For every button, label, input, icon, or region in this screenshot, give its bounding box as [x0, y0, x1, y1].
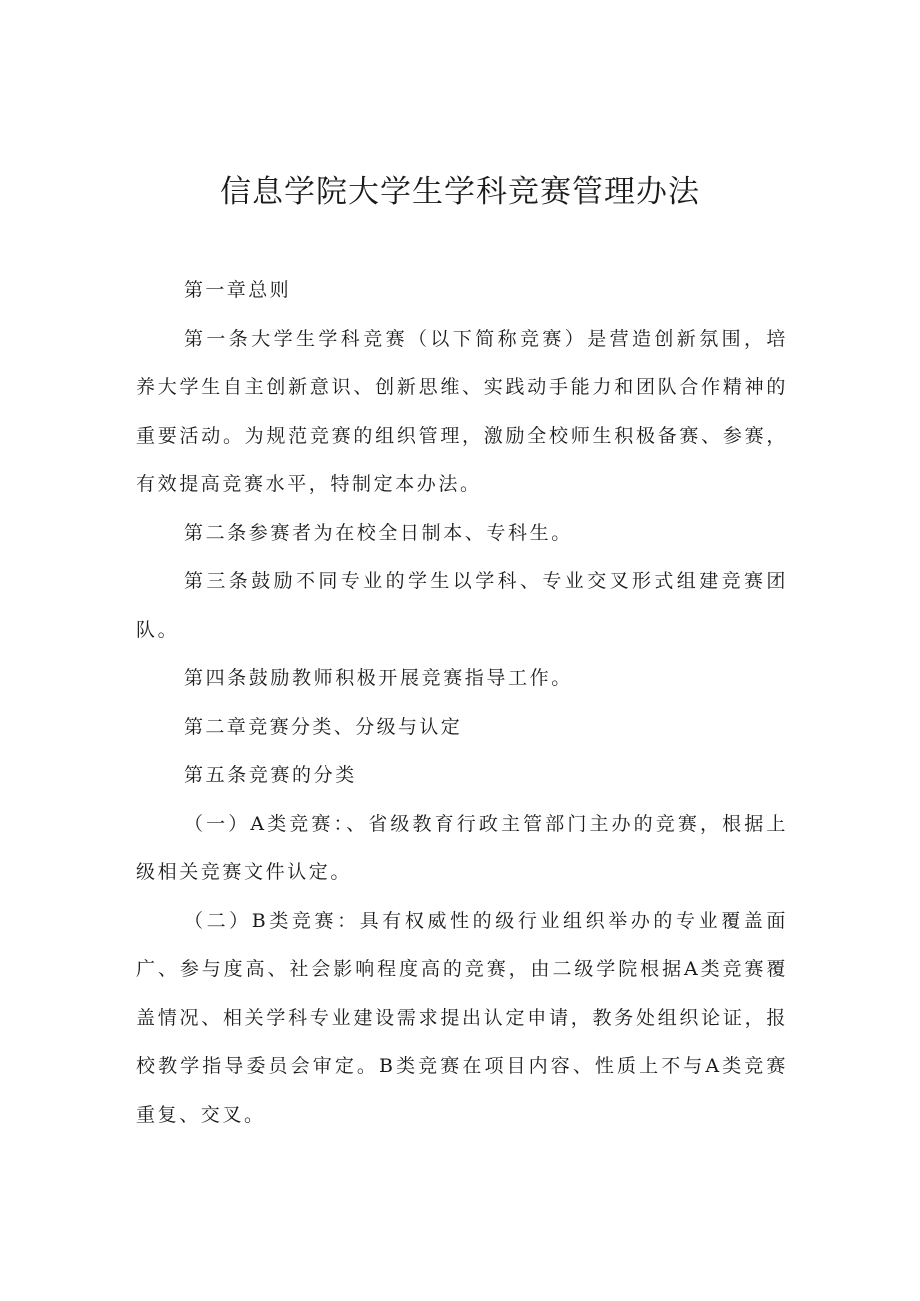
chapter-heading-1: 第一章总则 [184, 279, 292, 301]
article-5-item-2: （二）B类竞赛：具有权威性的级行业组织举办的专业覆盖面广、参与度高、社会影响程度高的竞赛，由二级学院根据A类竞赛覆盖情况、相关学科专业建设需求提出认定申请，教务处组织论证，报校教学指导委员会审定。B类竞赛在项目内容、性质上不与A类竞赛重复、交叉。 [136, 909, 788, 1126]
article-2: 第二条参赛者为在校全日制本、专科生。 [184, 521, 573, 544]
article-3: 第三条鼓励不同专业的学生以学科、专业交叉形式组建竞赛团队。 [136, 570, 788, 641]
article-5: 第五条竞赛的分类 [184, 764, 357, 786]
article-1: 第一条大学生学科竞赛（以下简称竞赛）是营造创新氛围，培养大学生自主创新意识、创新思维、实践动手能力和团队合作精神的重要活动。为规范竞赛的组织管理，激励全校师生积极备赛、参赛，有效提高竞赛水平，特制定本办法。 [136, 327, 788, 495]
article-5-item-1: （一）A类竞赛：、省级教育行政主管部门主办的竞赛，根据上级相关竞赛文件认定。 [136, 812, 788, 883]
chapter-heading-2: 第二章竞赛分类、分级与认定 [184, 715, 463, 738]
document-title: 信息学院大学生学科竞赛管理办法 [220, 174, 700, 210]
document-body [136, 266, 788, 1139]
article-4: 第四条鼓励教师积极开展竞赛指导工作。 [184, 667, 573, 689]
